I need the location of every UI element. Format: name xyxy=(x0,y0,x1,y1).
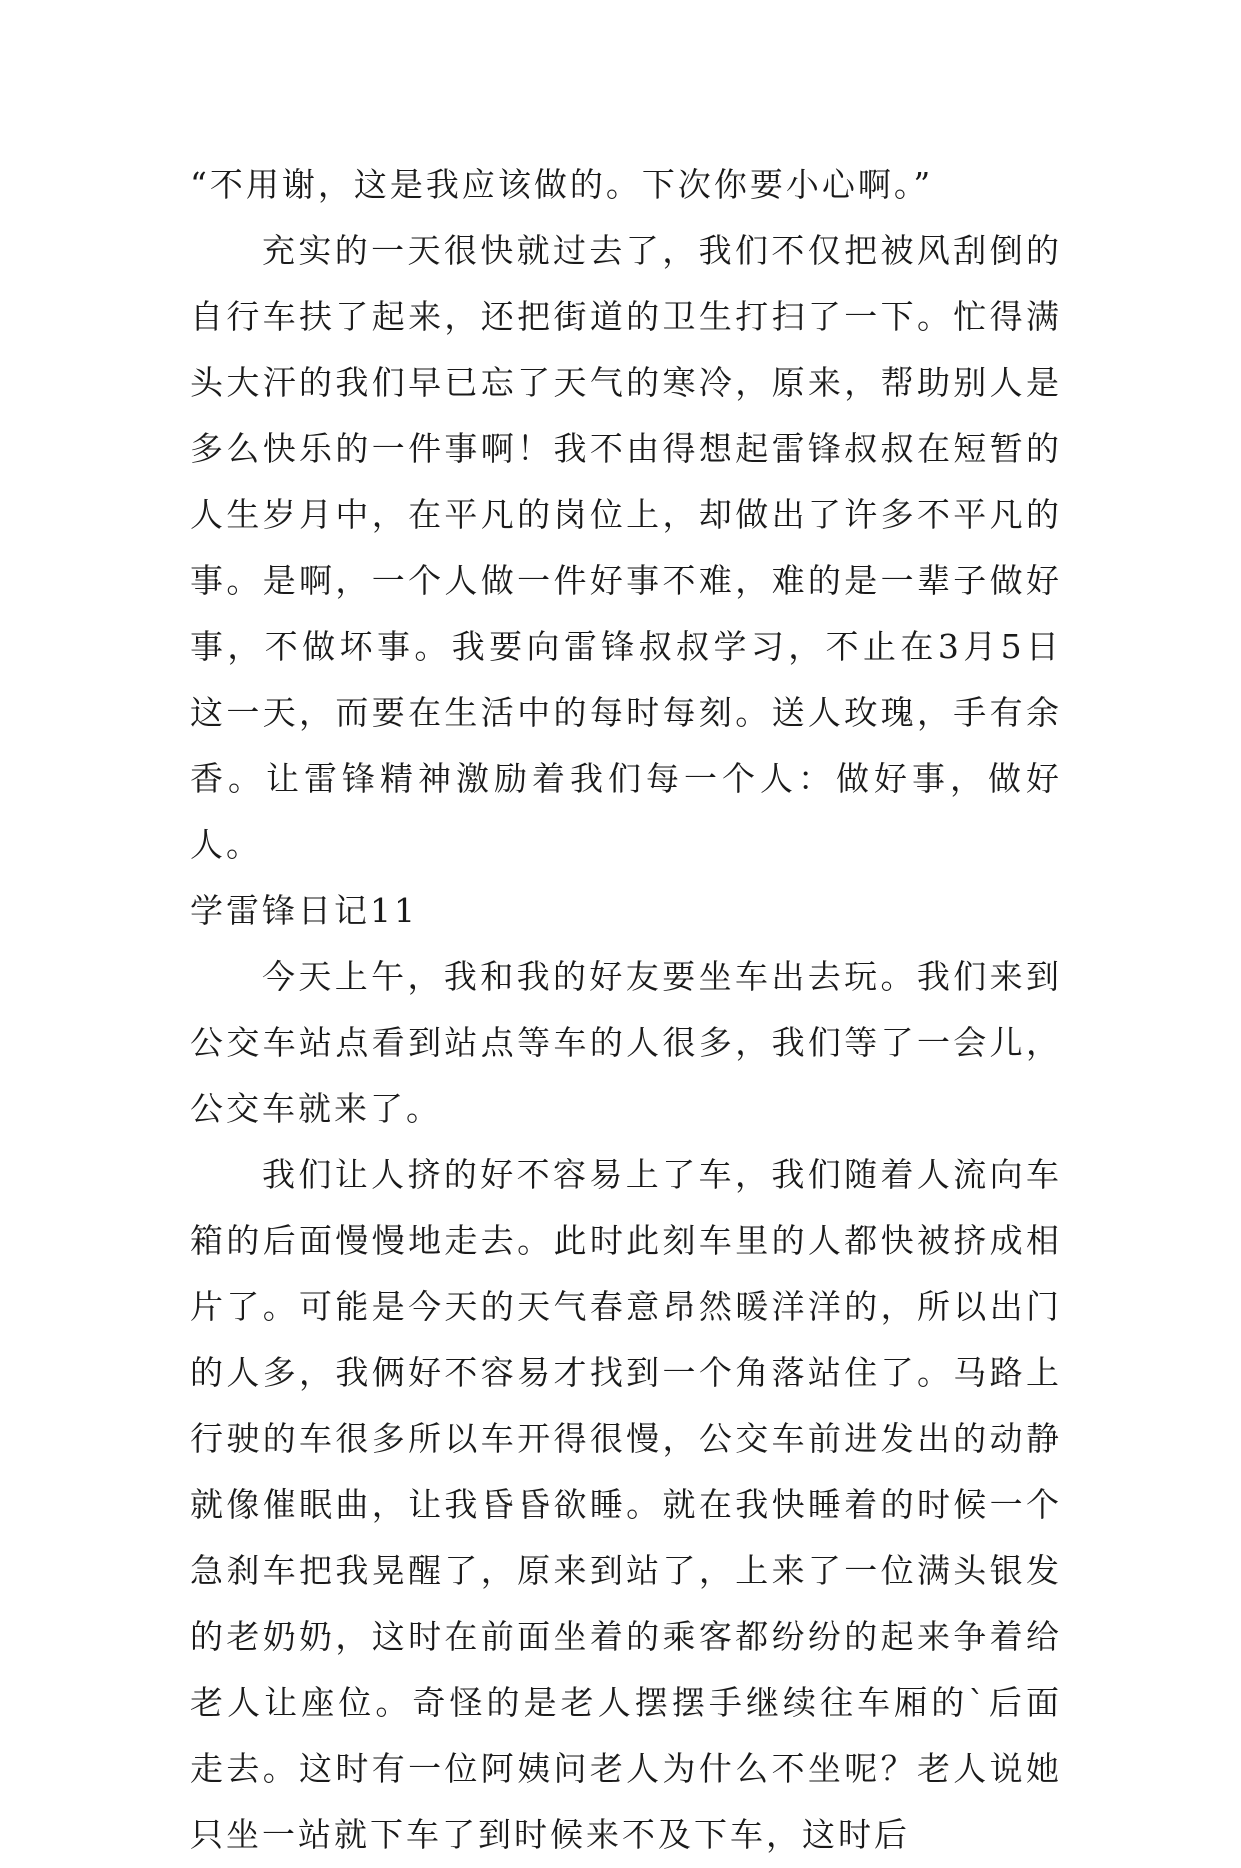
intro-paragraph: 今天上午，我和我的好友要坐车出去玩。我们来到公交车站点看到站点等车的人很多，我们等了一会儿，公交车就来了。 xyxy=(190,957,1062,1128)
reflection-paragraph: 充实的一天很快就过去了，我们不仅把被风刮倒的自行车扶了起来，还把街道的卫生打扫了一下。忙得满头大汗的我们早已忘了天气的寒冷，原来，帮助别人是多么快乐的一件事啊！我不由得想起雷锋叔叔在短暂的人生岁月中，在平凡的岗位上，却做出了许多不平凡的事。是啊，一个人做一件好事不难，难的是一辈子做好事，不做坏事。我要向雷锋叔叔学习，不止在3月5日这一天，而要在生活中的每时每刻。送人玫瑰，手有余香。让雷锋精神激励着我们每一个人：做好事，做好人。 xyxy=(190,231,1062,864)
document-body xyxy=(190,152,1062,1868)
diary-entry-title: 学雷锋日记11 xyxy=(190,891,418,930)
bus-story-paragraph: 我们让人挤的好不容易上了车，我们随着人流向车箱的后面慢慢地走去。此时此刻车里的人都快被挤成相片了。可能是今天的天气春意昂然暖洋洋的，所以出门的人多，我俩好不容易才找到一个角落站住了。马路上行驶的车很多所以车开得很慢，公交车前进发出的动静就像催眠曲，让我昏昏欲睡。就在我快睡着的时候一个急刹车把我晃醒了，原来到站了，上来了一位满头银发的老奶奶，这时在前面坐着的乘客都纷纷的起来争着给老人让座位。奇怪的是老人摆摆手继续往车厢的`后面走去。这时有一位阿姨问老人为什么不坐呢？老人说她只坐一站就下车了到时候来不及下车，这时后 xyxy=(190,1155,1062,1854)
closing-quote-paragraph: “不用谢，这是我应该做的。下次你要小心啊。” xyxy=(190,165,934,204)
